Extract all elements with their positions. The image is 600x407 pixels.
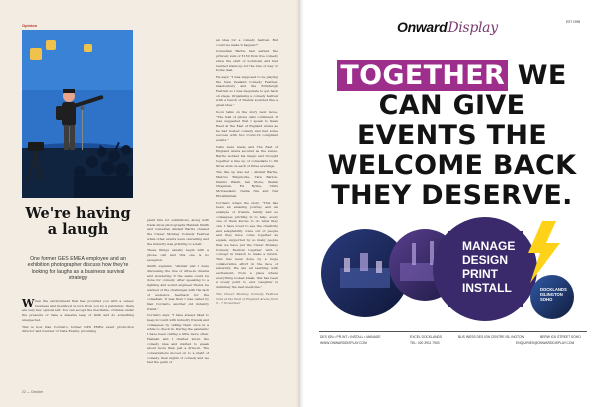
service-design: DESIGN bbox=[462, 253, 509, 267]
footer-website[interactable]: WWW.ONWARDDISPLAY.COM bbox=[320, 341, 367, 345]
location-soho: SOHO bbox=[540, 297, 553, 302]
body-paragraph: This is how Dan Cordeiro, former GES EMEA event production director and founder of Vista Events, providing bbox=[22, 324, 134, 334]
body-column-1 bbox=[22, 299, 134, 386]
body-paragraph: Comedian Barrie had earned the princely sum of £150 from live comedy since the start of lockdown and had resided stand-up for the rule of way or home deal. bbox=[216, 49, 278, 73]
footer-phone: TEL: 020 3911 7900 bbox=[410, 341, 440, 345]
body-column-3 bbox=[216, 38, 278, 388]
photo-caption: The Clever Monkey Comedy Festival runs at the East of England Arena from 5 - 7 November bbox=[216, 291, 278, 306]
footer-office-1: EXCEL DOCKLANDS bbox=[410, 335, 443, 339]
spine-shadow bbox=[296, 0, 304, 407]
service-manage: MANAGE bbox=[462, 239, 516, 253]
body-paragraph: He says: "I was supposed to be playing the New Zealand Comedy Festival, Glastonbury and the Edinburgh Festival so I was desperate to get back on stage. Organising a comedy festival with a bunch of friends sounded like a great idea." bbox=[216, 74, 278, 108]
advert-collage bbox=[320, 213, 588, 321]
body-paragraph: When the environment that has provided you with a career, business and livelihood is torn from you by a pandemic, there are very few options left. You can accept the inevitable, crumble under the pressure or take a massive leap of faith and do something unexpected. bbox=[22, 297, 134, 322]
body-column-2 bbox=[147, 218, 209, 388]
footer-services: DES IGN • PR INT • INSTALL • MANAGE bbox=[320, 335, 381, 339]
service-install: INSTALL bbox=[462, 281, 512, 295]
footer-divider bbox=[319, 331, 587, 332]
location-docklands: DOCKLANDS bbox=[540, 287, 567, 292]
footer-office-3: BERW ICK STREET SOHO bbox=[540, 335, 581, 339]
footer-email[interactable]: ENQUIRIES@ONWARDDISPLAY.COM bbox=[516, 341, 575, 345]
body-paragraph: Calls were made and The East of England Arena secured as the venue. Barrie worked his magic and brought together a line up of comedians to fill three slots on each of three evenings. bbox=[216, 144, 278, 168]
footer-office-2: BUS INESS DES IGN CENTRE ISL INGTON bbox=[458, 335, 524, 339]
brand-est-badge: EST 1995 bbox=[566, 20, 581, 24]
body-paragraph: The line up was set – Alistair Barrie, Marcus Brigstocke, Tara Barton, Dennis Walsh, Ian Stone, Stefan Chapman, Ed Byrne, Chris McCausland, Nadia Nia and Nat Ebrahimibeh. bbox=[216, 170, 278, 198]
brand-logo: OnwardDisplay bbox=[397, 19, 498, 36]
body-paragraph: These things usually begin with a phone call and this one is no exception. bbox=[147, 248, 209, 262]
body-paragraph: plant hire for exhibitions, along with trade show photography Hannah Smith and comedian Alistair Barrie created the Clever Monkey Comedy Festival when other events were cancelling and the industry was grinding to a halt. bbox=[147, 218, 210, 246]
headline-rest: WE CAN GIVE EVENTS THE WELCOME BACK THEY DESERVE. bbox=[327, 60, 577, 211]
body-paragraph: Cordeiro wraps the story: "This has been an amazing journey and an example of friends, family and ex colleagues pitching in to help, every one of them knows to do what they can. I have loved to see the creativity and adaptability come out of people and they have come together as equals, supported by so many people that we have put the Clever Monkey Comedy Festival together with a concept in branch to make a return. This has been done by a huge collaborative effort in the face of adversity. We are all learning with excitement, from a place where everything looked bleak, this has been a lovely point to end. Laughter is definitely the best medicine." bbox=[216, 200, 278, 290]
service-print: PRINT bbox=[462, 267, 498, 281]
article-headline: We're having a laugh bbox=[25, 205, 131, 238]
body-paragraph: Soon talks on the story next move. "The trail of phone calls continued. It was suggested that I speak to Dean Reed at the East of England Arena as he had hosted comedy and had some success with two Covid-19 compliant events." bbox=[216, 109, 278, 143]
comedian-illustration bbox=[22, 30, 133, 198]
section-tag: Opinion bbox=[22, 23, 38, 28]
page-folio: 22 — October bbox=[22, 390, 44, 394]
advert-headline bbox=[322, 61, 582, 211]
body-paragraph: Smith explains: "Alistair and I were discussing the rise of drive-in cinema and wondering if the same could be done for comedy. After speaking to a lighting and sound engineer friend, he warned of the challenges with the lack of audience feedback for the comedian. It was then I was called by Dan Cordeiro, another old industry friend." bbox=[147, 264, 209, 311]
article-standfirst: One former GES EMEA employee and an exhibition photographer discuss how they're looking for laughs as a business survival strategy bbox=[27, 256, 129, 282]
location-islington: ISLINGTON bbox=[540, 292, 563, 297]
body-paragraph: an idea for a comedy festival. But could we make it happen?" bbox=[216, 38, 278, 47]
headline-highlight: TOGETHER bbox=[337, 60, 508, 91]
drop-cap: W bbox=[22, 297, 35, 310]
body-paragraph: Cordeiro says: "I have always liked to keep in touch with industry friends and colleagues by calling them once in a while to check in. During the pandemic I have been calling a little more often. Hannah and I chatted about the comedy idea and started to speak about more than just a drive-in. The conversations moved on to a night of comedy, then nights of comedy and we had the germ of bbox=[147, 313, 209, 365]
